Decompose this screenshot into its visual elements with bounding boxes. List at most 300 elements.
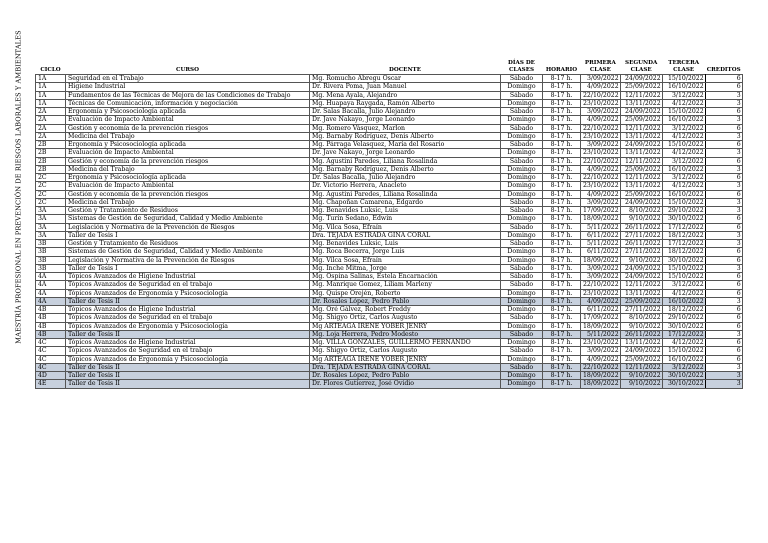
cell-docente: Mg. Romero Vásquez, Marlon	[310, 124, 501, 132]
cell-segunda: 26/11/2022	[620, 330, 662, 338]
cell-creditos: 6	[705, 174, 742, 182]
cell-primera: 3/09/2022	[581, 264, 621, 272]
cell-primera: 3/09/2022	[581, 198, 621, 206]
cell-curso: Tópicos Avanzados de Seguridad en el trabajo	[66, 347, 310, 355]
cell-docente: Mg. Vilca Sosa, Efraín	[310, 223, 501, 231]
cell-dias: Sábado	[501, 124, 543, 132]
cell-curso: Ergonomía y Psicosociología aplicada	[66, 174, 310, 182]
cell-curso: Sistemas de Gestión de Seguridad, Calidad y Medio Ambiente	[66, 215, 310, 223]
cell-primera: 17/09/2022	[581, 314, 621, 322]
cell-ciclo: 1A	[36, 83, 66, 91]
cell-primera: 4/09/2022	[581, 355, 621, 363]
cell-horario: 8-17 h.	[543, 149, 581, 157]
cell-tercera: 15/10/2022	[662, 347, 705, 355]
cell-segunda: 9/10/2022	[620, 256, 662, 264]
table-row	[36, 363, 743, 371]
cell-horario: 8-17 h.	[543, 75, 581, 83]
cell-horario: 8-17 h.	[543, 207, 581, 215]
cell-ciclo: 2A	[36, 132, 66, 140]
cell-ciclo: 3B	[36, 264, 66, 272]
cell-dias: Domingo	[501, 231, 543, 239]
cell-dias: Domingo	[501, 182, 543, 190]
cell-segunda: 25/09/2022	[620, 190, 662, 198]
cell-docente: Mg. Loja Herrera, Pedro Modesto	[310, 330, 501, 338]
cell-segunda: 12/11/2022	[620, 174, 662, 182]
cell-primera: 23/10/2022	[581, 149, 621, 157]
cell-creditos: 6	[705, 256, 742, 264]
cell-segunda: 26/11/2022	[620, 240, 662, 248]
cell-dias: Domingo	[501, 322, 543, 330]
header-ciclo: CICLO	[40, 66, 61, 73]
cell-docente: Mg. Agustini Paredes, Liliana Rosalinda	[310, 157, 501, 165]
table-row	[36, 347, 743, 355]
cell-primera: 22/10/2022	[581, 124, 621, 132]
cell-docente: Mg. Oré Gálvez, Robert Freddy	[310, 306, 501, 314]
cell-creditos: 3	[705, 372, 742, 380]
cell-tercera: 3/12/2022	[662, 157, 705, 165]
header-dias: DÍAS DE CLASES	[508, 60, 535, 73]
cell-curso: Tópicos Avanzados de Seguridad en el trabajo	[66, 281, 310, 289]
cell-ciclo: 4A	[36, 297, 66, 305]
cell-horario: 8-17 h.	[543, 108, 581, 116]
cell-curso: Legislación y Normativa de la Prevención de Riesgos	[66, 256, 310, 264]
cell-tercera: 16/10/2022	[662, 116, 705, 124]
cell-segunda: 9/10/2022	[620, 322, 662, 330]
cell-curso: Medicina del Trabajo	[66, 165, 310, 173]
cell-ciclo: 2C	[36, 182, 66, 190]
cell-curso: Seguridad en el Trabajo	[66, 75, 310, 83]
table-row	[36, 83, 743, 91]
cell-curso: Tópicos Avanzados de Seguridad en el trabajo	[66, 314, 310, 322]
cell-creditos: 3	[705, 207, 742, 215]
cell-tercera: 3/12/2022	[662, 281, 705, 289]
cell-horario: 8-17 h.	[543, 157, 581, 165]
cell-docente: Dr. Flores Gutierrez, José Ovidio	[310, 380, 501, 388]
cell-docente: Mg. Barnaby Rodríguez, Denis Alberto	[310, 165, 501, 173]
cell-creditos: 6	[705, 248, 742, 256]
cell-segunda: 12/11/2022	[620, 363, 662, 371]
cell-horario: 8-17 h.	[543, 347, 581, 355]
cell-creditos: 6	[705, 355, 742, 363]
table-row	[36, 240, 743, 248]
cell-primera: 22/10/2022	[581, 157, 621, 165]
cell-dias: Sábado	[501, 75, 543, 83]
cell-ciclo: 3A	[36, 215, 66, 223]
cell-ciclo: 2C	[36, 198, 66, 206]
cell-ciclo: 2A	[36, 116, 66, 124]
cell-docente: Mg. Huapaya Raygada, Ramón Alberto	[310, 99, 501, 107]
cell-docente: Dr. Victorio Herrera, Anacleto	[310, 182, 501, 190]
cell-dias: Sábado	[501, 281, 543, 289]
cell-tercera: 3/12/2022	[662, 124, 705, 132]
cell-creditos: 6	[705, 141, 742, 149]
table-row	[36, 314, 743, 322]
cell-horario: 8-17 h.	[543, 91, 581, 99]
cell-dias: Domingo	[501, 149, 543, 157]
cell-segunda: 13/11/2022	[620, 99, 662, 107]
cell-horario: 8-17 h.	[543, 306, 581, 314]
cell-ciclo: 2B	[36, 141, 66, 149]
cell-tercera: 4/12/2022	[662, 149, 705, 157]
cell-dias: Sábado	[501, 108, 543, 116]
cell-tercera: 3/12/2022	[662, 91, 705, 99]
cell-primera: 6/11/2022	[581, 306, 621, 314]
cell-ciclo: 3B	[36, 248, 66, 256]
table-row	[36, 165, 743, 173]
cell-ciclo: 2B	[36, 149, 66, 157]
table-row	[36, 256, 743, 264]
cell-creditos: 6	[705, 215, 742, 223]
cell-horario: 8-17 h.	[543, 273, 581, 281]
cell-segunda: 12/11/2022	[620, 124, 662, 132]
cell-dias: Sábado	[501, 207, 543, 215]
cell-tercera: 4/12/2022	[662, 99, 705, 107]
cell-dias: Sábado	[501, 264, 543, 272]
cell-ciclo: 3A	[36, 207, 66, 215]
cell-dias: Domingo	[501, 256, 543, 264]
cell-segunda: 12/11/2022	[620, 157, 662, 165]
cell-curso: Gestión y Tratamiento de Residuos	[66, 207, 310, 215]
cell-horario: 8-17 h.	[543, 116, 581, 124]
cell-primera: 18/09/2022	[581, 215, 621, 223]
table-row	[36, 157, 743, 165]
cell-ciclo: 4A	[36, 289, 66, 297]
cell-docente: Dr. Rivera Poma, Juan Manuel	[310, 83, 501, 91]
cell-tercera: 16/10/2022	[662, 165, 705, 173]
table-row	[36, 330, 743, 338]
cell-creditos: 6	[705, 281, 742, 289]
cell-curso: Tópicos Avanzados de Ergonomía y Psicosociología	[66, 289, 310, 297]
cell-ciclo: 4D	[36, 372, 66, 380]
cell-curso: Gestión y Tratamiento de Residuos	[66, 240, 310, 248]
cell-segunda: 9/10/2022	[620, 380, 662, 388]
cell-tercera: 3/12/2022	[662, 363, 705, 371]
cell-segunda: 13/11/2022	[620, 289, 662, 297]
cell-tercera: 17/12/2022	[662, 240, 705, 248]
cell-curso: Ergonomía y Psicosociología aplicada	[66, 141, 310, 149]
cell-creditos: 3	[705, 240, 742, 248]
table-row	[36, 355, 743, 363]
cell-horario: 8-17 h.	[543, 231, 581, 239]
cell-curso: Gestión y economía de la prevención riesgos	[66, 157, 310, 165]
cell-docente: Dr. Rosales López, Pedro Pablo	[310, 297, 501, 305]
cell-segunda: 25/09/2022	[620, 355, 662, 363]
cell-primera: 18/09/2022	[581, 372, 621, 380]
cell-horario: 8-17 h.	[543, 339, 581, 347]
cell-horario: 8-17 h.	[543, 99, 581, 107]
cell-ciclo: 2B	[36, 157, 66, 165]
table-body	[36, 75, 743, 389]
cell-creditos: 3	[705, 99, 742, 107]
table-row	[36, 289, 743, 297]
cell-docente: Dr. Salas Bacalla, Julio Alejandro	[310, 174, 501, 182]
cell-tercera: 29/10/2022	[662, 207, 705, 215]
cell-segunda: 27/11/2022	[620, 248, 662, 256]
cell-segunda: 27/11/2022	[620, 231, 662, 239]
header-segunda: SEGUNDA CLASE	[625, 60, 658, 73]
cell-docente: Mg. Vilca Sosa, Efraín	[310, 256, 501, 264]
cell-primera: 18/09/2022	[581, 380, 621, 388]
cell-creditos: 6	[705, 190, 742, 198]
table-row	[36, 231, 743, 239]
cell-horario: 8-17 h.	[543, 314, 581, 322]
cell-ciclo: 4A	[36, 281, 66, 289]
cell-docente: Mg ARTEAGA IRENE YOBER JENRY	[310, 355, 501, 363]
cell-curso: Taller de Tesis I	[66, 264, 310, 272]
cell-creditos: 6	[705, 306, 742, 314]
cell-horario: 8-17 h.	[543, 174, 581, 182]
cell-primera: 4/09/2022	[581, 165, 621, 173]
cell-tercera: 16/10/2022	[662, 355, 705, 363]
cell-tercera: 16/10/2022	[662, 83, 705, 91]
cell-creditos: 3	[705, 198, 742, 206]
cell-creditos: 3	[705, 91, 742, 99]
table-row	[36, 141, 743, 149]
table-row	[36, 116, 743, 124]
header-creditos: CREDITOS	[706, 66, 741, 73]
cell-docente: Mg. Agustini Paredes, Liliana Rosalinda	[310, 190, 501, 198]
cell-creditos: 3	[705, 231, 742, 239]
cell-tercera: 15/10/2022	[662, 198, 705, 206]
cell-docente: Dr. Salas Bacalla, Julio Alejandro	[310, 108, 501, 116]
cell-creditos: 6	[705, 75, 742, 83]
cell-ciclo: 2B	[36, 165, 66, 173]
cell-dias: Domingo	[501, 165, 543, 173]
table-row	[36, 75, 743, 83]
cell-dias: Domingo	[501, 248, 543, 256]
cell-primera: 23/10/2022	[581, 289, 621, 297]
cell-ciclo: 4C	[36, 339, 66, 347]
cell-curso: Legislación y Normativa de la Prevención de Riesgos	[66, 223, 310, 231]
cell-dias: Sábado	[501, 157, 543, 165]
cell-ciclo: 2A	[36, 108, 66, 116]
cell-dias: Sábado	[501, 314, 543, 322]
cell-tercera: 30/10/2022	[662, 215, 705, 223]
table-row	[36, 372, 743, 380]
table-row	[36, 297, 743, 305]
header-primera: PRIMERA CLASE	[584, 60, 616, 73]
cell-horario: 8-17 h.	[543, 165, 581, 173]
cell-ciclo: 3A	[36, 223, 66, 231]
cell-ciclo: 3A	[36, 231, 66, 239]
cell-segunda: 9/10/2022	[620, 372, 662, 380]
cell-horario: 8-17 h.	[543, 215, 581, 223]
cell-tercera: 18/12/2022	[662, 231, 705, 239]
cell-horario: 8-17 h.	[543, 264, 581, 272]
cell-tercera: 17/12/2022	[662, 223, 705, 231]
cell-tercera: 29/10/2022	[662, 314, 705, 322]
cell-segunda: 13/11/2022	[620, 339, 662, 347]
cell-primera: 22/10/2022	[581, 281, 621, 289]
cell-tercera: 4/12/2022	[662, 339, 705, 347]
header-curso: CURSO	[176, 66, 199, 73]
cell-primera: 3/09/2022	[581, 141, 621, 149]
cell-tercera: 16/10/2022	[662, 190, 705, 198]
cell-creditos: 3	[705, 380, 742, 388]
cell-horario: 8-17 h.	[543, 256, 581, 264]
cell-primera: 18/09/2022	[581, 256, 621, 264]
cell-dias: Domingo	[501, 190, 543, 198]
cell-segunda: 24/09/2022	[620, 141, 662, 149]
cell-segunda: 12/11/2022	[620, 281, 662, 289]
cell-primera: 3/09/2022	[581, 108, 621, 116]
cell-curso: Taller de Tesis II	[66, 297, 310, 305]
cell-ciclo: 3B	[36, 240, 66, 248]
cell-dias: Domingo	[501, 116, 543, 124]
cell-primera: 4/09/2022	[581, 83, 621, 91]
cell-segunda: 9/10/2022	[620, 215, 662, 223]
cell-tercera: 15/10/2022	[662, 273, 705, 281]
cell-horario: 8-17 h.	[543, 198, 581, 206]
cell-horario: 8-17 h.	[543, 297, 581, 305]
cell-docente: Mg. Benavides Luksic, Luis	[310, 240, 501, 248]
cell-horario: 8-17 h.	[543, 141, 581, 149]
cell-creditos: 3	[705, 363, 742, 371]
cell-creditos: 3	[705, 264, 742, 272]
table-row	[36, 248, 743, 256]
cell-ciclo: 4B	[36, 314, 66, 322]
table-row	[36, 339, 743, 347]
cell-horario: 8-17 h.	[543, 83, 581, 91]
cell-segunda: 24/09/2022	[620, 75, 662, 83]
cell-curso: Fundamentos de las Técnicas de Mejora de las Condiciones de Trabajo	[66, 91, 310, 99]
cell-segunda: 25/09/2022	[620, 83, 662, 91]
cell-horario: 8-17 h.	[543, 330, 581, 338]
cell-docente: Mg. Shigyo Ortiz, Carlos Augusto	[310, 347, 501, 355]
cell-horario: 8-17 h.	[543, 190, 581, 198]
cell-curso: Tópicos Avanzados de Higiene Industrial	[66, 306, 310, 314]
cell-segunda: 24/09/2022	[620, 273, 662, 281]
cell-segunda: 26/11/2022	[620, 223, 662, 231]
cell-creditos: 6	[705, 339, 742, 347]
cell-ciclo: 4C	[36, 363, 66, 371]
cell-segunda: 8/10/2022	[620, 314, 662, 322]
cell-curso: Técnicas de Comunicación, información y negociación	[66, 99, 310, 107]
cell-segunda: 13/11/2022	[620, 132, 662, 140]
cell-dias: Sábado	[501, 223, 543, 231]
cell-docente: Mg. Párraga Velasquez, María del Rosario	[310, 141, 501, 149]
cell-dias: Domingo	[501, 83, 543, 91]
header-tercera: TERCERA CLASE	[668, 60, 700, 73]
cell-creditos: 3	[705, 165, 742, 173]
cell-primera: 6/11/2022	[581, 231, 621, 239]
cell-creditos: 3	[705, 297, 742, 305]
cell-horario: 8-17 h.	[543, 355, 581, 363]
cell-segunda: 25/09/2022	[620, 297, 662, 305]
cell-segunda: 12/11/2022	[620, 91, 662, 99]
table-row	[36, 273, 743, 281]
cell-curso: Ergonomía y Psicosociología aplicada	[66, 108, 310, 116]
cell-dias: Domingo	[501, 215, 543, 223]
cell-dias: Sábado	[501, 347, 543, 355]
cell-primera: 22/10/2022	[581, 174, 621, 182]
cell-segunda: 24/09/2022	[620, 198, 662, 206]
table-row	[36, 207, 743, 215]
cell-docente: Mg. Romucho Abregu Oscar	[310, 75, 501, 83]
cell-curso: Taller de Tesis II	[66, 380, 310, 388]
table-row	[36, 198, 743, 206]
cell-creditos: 6	[705, 314, 742, 322]
cell-docente: Dr. Jave Nakayo, Jorge Leonardo	[310, 149, 501, 157]
cell-dias: Sábado	[501, 363, 543, 371]
cell-tercera: 30/10/2022	[662, 322, 705, 330]
cell-primera: 4/09/2022	[581, 297, 621, 305]
cell-creditos: 3	[705, 149, 742, 157]
cell-creditos: 3	[705, 132, 742, 140]
cell-ciclo: 4C	[36, 347, 66, 355]
cell-horario: 8-17 h.	[543, 322, 581, 330]
cell-tercera: 15/10/2022	[662, 75, 705, 83]
cell-segunda: 13/11/2022	[620, 149, 662, 157]
table-row	[36, 108, 743, 116]
cell-dias: Sábado	[501, 141, 543, 149]
cell-primera: 5/11/2022	[581, 330, 621, 338]
cell-curso: Higiene Industrial	[66, 83, 310, 91]
cell-dias: Domingo	[501, 99, 543, 107]
cell-dias: Sábado	[501, 198, 543, 206]
cell-ciclo: 4B	[36, 322, 66, 330]
cell-curso: Evaluación de Impacto Ambiental	[66, 149, 310, 157]
table-header	[36, 55, 743, 75]
cell-primera: 17/09/2022	[581, 207, 621, 215]
table-row	[36, 124, 743, 132]
cell-curso: Medicina del Trabajo	[66, 198, 310, 206]
table-row	[36, 182, 743, 190]
cell-horario: 8-17 h.	[543, 372, 581, 380]
cell-primera: 3/09/2022	[581, 75, 621, 83]
cell-primera: 22/10/2022	[581, 91, 621, 99]
cell-horario: 8-17 h.	[543, 248, 581, 256]
cell-segunda: 25/09/2022	[620, 165, 662, 173]
cell-docente: Mg. VILLA GONZALES, GUILLERMO FERNANDO	[310, 339, 501, 347]
cell-docente: Mg. Ospina Salinas, Estela Encarnación	[310, 273, 501, 281]
cell-primera: 4/09/2022	[581, 190, 621, 198]
cell-ciclo: 4C	[36, 355, 66, 363]
cell-primera: 6/11/2022	[581, 248, 621, 256]
cell-segunda: 13/11/2022	[620, 182, 662, 190]
table-row	[36, 149, 743, 157]
cell-horario: 8-17 h.	[543, 223, 581, 231]
cell-primera: 23/10/2022	[581, 132, 621, 140]
cell-horario: 8-17 h.	[543, 240, 581, 248]
table-row	[36, 306, 743, 314]
cell-tercera: 3/12/2022	[662, 174, 705, 182]
table-row	[36, 132, 743, 140]
cell-ciclo: 3B	[36, 256, 66, 264]
cell-dias: Domingo	[501, 372, 543, 380]
table-row	[36, 281, 743, 289]
cell-primera: 23/10/2022	[581, 99, 621, 107]
table-row	[36, 99, 743, 107]
cell-docente: Mg. Benavides Luksic, Luis	[310, 207, 501, 215]
schedule-table	[35, 55, 743, 389]
cell-curso: Evaluación de Impacto Ambiental	[66, 116, 310, 124]
cell-docente: Mg ARTEAGA IRENE YOBER JENRY	[310, 322, 501, 330]
cell-dias: Domingo	[501, 306, 543, 314]
cell-tercera: 4/12/2022	[662, 289, 705, 297]
cell-ciclo: 4B	[36, 306, 66, 314]
cell-dias: Sábado	[501, 273, 543, 281]
cell-docente: Mg. Mena Ayala, Alejandro	[310, 91, 501, 99]
cell-dias: Sábado	[501, 330, 543, 338]
cell-segunda: 25/09/2022	[620, 116, 662, 124]
cell-dias: Domingo	[501, 380, 543, 388]
side-title	[4, 29, 34, 344]
cell-primera: 22/10/2022	[581, 363, 621, 371]
cell-curso: Tópicos Avanzados de Ergonomía y Psicosociología	[66, 322, 310, 330]
cell-horario: 8-17 h.	[543, 380, 581, 388]
cell-ciclo: 4A	[36, 273, 66, 281]
